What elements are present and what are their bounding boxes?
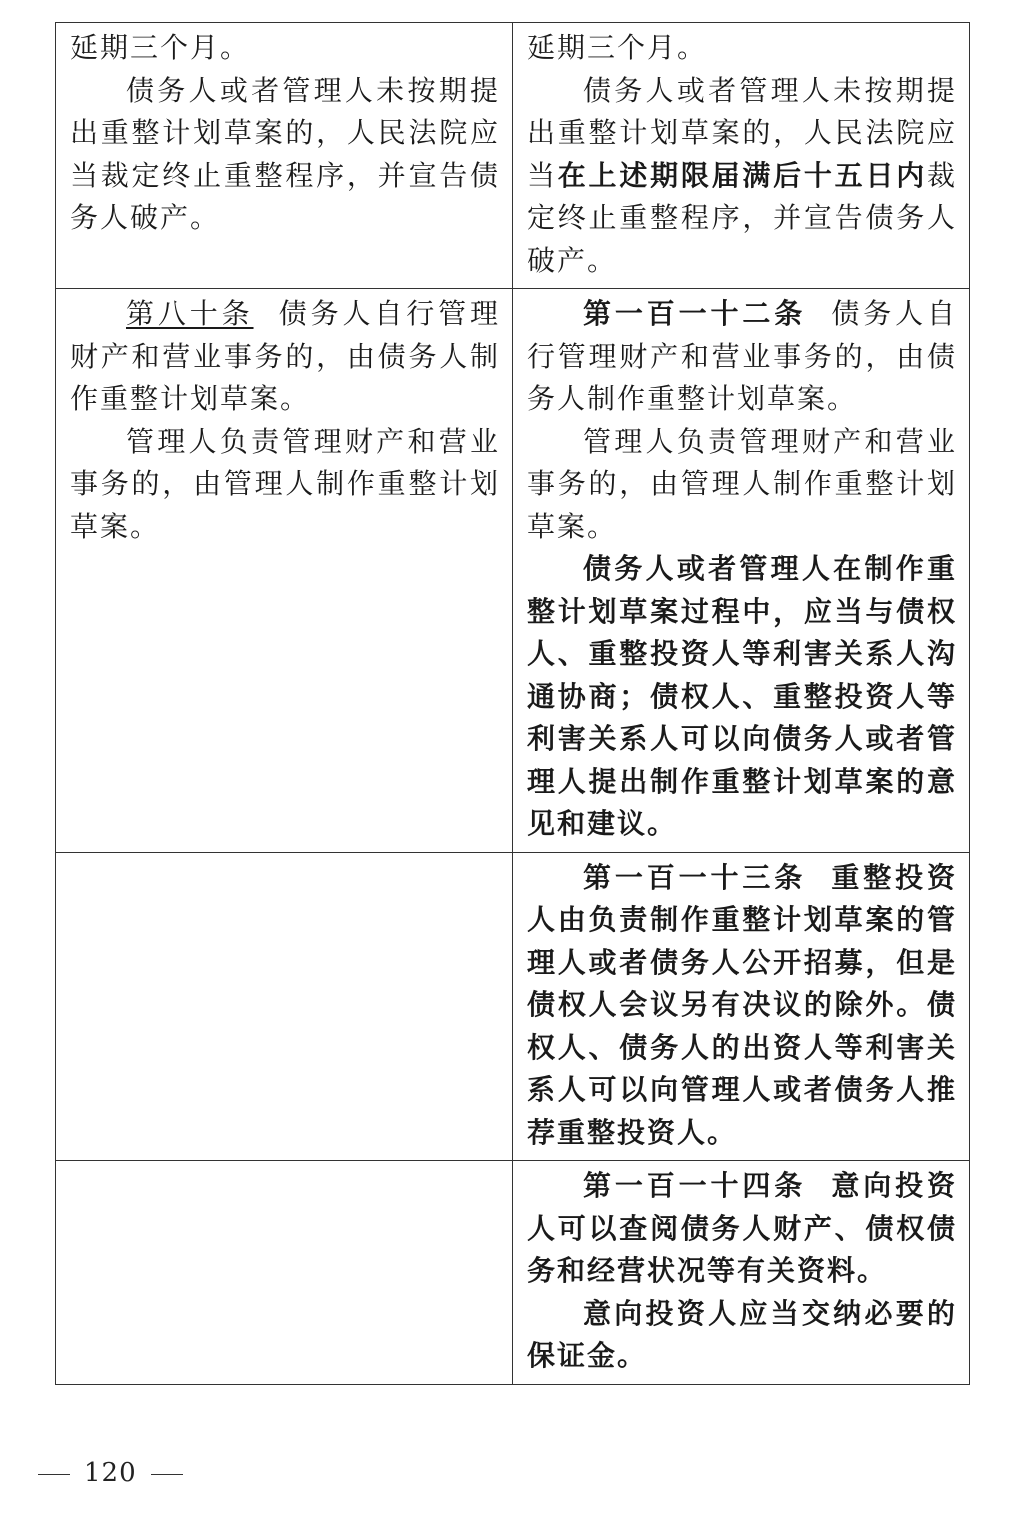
amended-paragraph bbox=[527, 857, 957, 1155]
dash-left bbox=[38, 1474, 70, 1475]
old-text-cell bbox=[56, 23, 513, 289]
new-text-cell bbox=[513, 289, 970, 853]
table-row bbox=[56, 1161, 970, 1385]
old-text-cell-empty bbox=[56, 1161, 513, 1385]
comparison-table bbox=[55, 22, 970, 1385]
page-number bbox=[38, 1458, 197, 1488]
amended-paragraph bbox=[527, 1165, 957, 1293]
new-text-cell bbox=[513, 23, 970, 289]
text-run: 债务人自行管理财产和营业事务的，由债务人制作重整计划草案。 bbox=[527, 297, 957, 415]
amended-text: 在上述期限届满后十五日内 bbox=[557, 158, 927, 192]
article-number: 第一百一十三条 bbox=[583, 860, 807, 894]
paragraph bbox=[527, 70, 957, 283]
new-text-cell bbox=[513, 1161, 970, 1385]
paragraph: 管理人负责管理财产和营业事务的，由管理人制作重整计划草案。 bbox=[70, 424, 500, 543]
old-text-cell bbox=[56, 289, 513, 853]
paragraph: 延期三个月。 bbox=[527, 31, 708, 64]
text-run: 债务人自行管理财产和营业事务的，由债务人制作重整计划草案。 bbox=[70, 297, 500, 415]
article-number: 第一百一十二条 bbox=[583, 297, 807, 330]
amended-paragraph: 债务人或者管理人在制作重整计划草案过程中，应当与债权人、重整投资人等利害关系人沟通协商；债权人、重整投资人等利害关系人可以向债务人或者管理人提出制作重整计划草案的意见和建议。 bbox=[527, 552, 957, 840]
table-row bbox=[56, 289, 970, 853]
table-row bbox=[56, 852, 970, 1161]
page-number-text: 120 bbox=[84, 1458, 137, 1488]
text-run: 意向投资人可以查阅债务人财产、债权债务和经营状况等有关资料。 bbox=[527, 1169, 957, 1287]
article-number: 第八十条 bbox=[126, 297, 254, 330]
paragraph: 延期三个月。 bbox=[70, 31, 251, 64]
text-run: 债务人或者管理人未按期提出重整计划草案的，人民法院应当 bbox=[527, 73, 957, 192]
amended-paragraph: 意向投资人应当交纳必要的保证金。 bbox=[527, 1296, 957, 1372]
article-number: 第一百一十四条 bbox=[583, 1169, 807, 1202]
dash-right bbox=[151, 1474, 183, 1475]
new-text-cell bbox=[513, 852, 970, 1161]
text-run: 重整投资人由负责制作重整计划草案的管理人或者债务人公开招募，但是债权人会议另有决议的除外。债权人、债务人的出资人等利害关系人可以向管理人或者债务人推荐重整投资人。 bbox=[527, 860, 957, 1149]
paragraph: 债务人或者管理人未按期提出重整计划草案的，人民法院应当裁定终止重整程序，并宣告债务人破产。 bbox=[70, 73, 500, 234]
paragraph bbox=[70, 293, 500, 421]
old-text-cell-empty bbox=[56, 852, 513, 1161]
paragraph bbox=[527, 293, 957, 421]
paragraph: 管理人负责管理财产和营业事务的，由管理人制作重整计划草案。 bbox=[527, 424, 957, 543]
table-row bbox=[56, 23, 970, 289]
text-run: 裁定终止重整程序，并宣告债务人破产。 bbox=[527, 158, 957, 277]
